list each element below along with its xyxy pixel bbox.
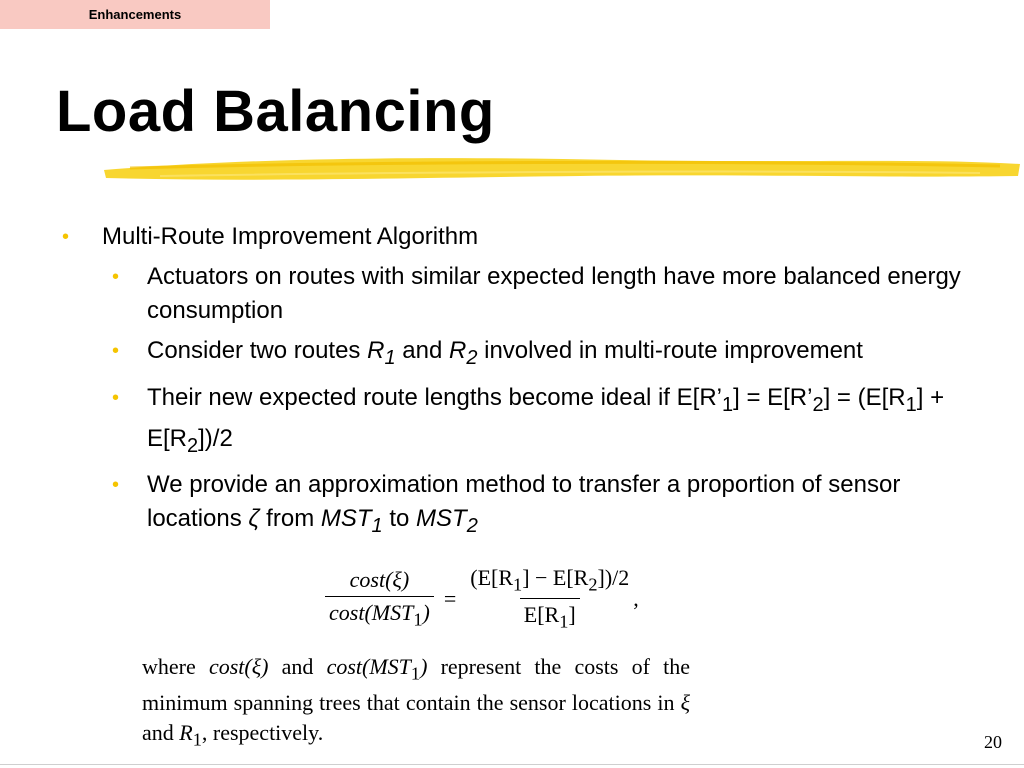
bullet-dot: • — [112, 386, 120, 409]
footer-divider — [0, 764, 1024, 765]
bullet-main — [62, 220, 962, 254]
bullet-dot: • — [112, 340, 120, 362]
section-label: Enhancements — [88, 7, 182, 22]
sub-bullet-1-text: Actuators on routes with similar expected length have more balanced energy consumption — [147, 263, 961, 324]
rhs-fraction: $\frac{(E[R_1] - E[R_2])/2}{E[R_1]}$ — [470, 565, 630, 632]
sub-bullet-4: • We provide an approximation method to transfer a proportion of sensor locations ζ from $MST_1$ to $MST_2$ — [62, 468, 962, 543]
bullet-dot: • — [62, 226, 70, 248]
bullet-main-text: Multi-Route Improvement Algorithm — [102, 223, 479, 250]
equals-sign: = — [443, 585, 457, 611]
lhs-fraction: $\frac{\cos t(\xi)}{\cos t(MST_1)}$ — [325, 567, 434, 630]
section-tab — [0, 0, 270, 29]
equation-note: where cost(ξ) and $\cos t(MST_1)$ represent the costs of the minimum spanning trees that contain the sensor locations in ξ and $R_1$, respectively. — [142, 654, 691, 750]
bullet-list — [62, 220, 962, 543]
title-highlight-stroke — [100, 148, 1024, 188]
bullet-dot: • — [112, 266, 120, 288]
bullet-dot: • — [112, 474, 120, 497]
page-number: 20 — [984, 732, 1002, 752]
sub-bullet-2: • Consider two routes $R_1$ and $R_2$ involved in multi-route improvement — [62, 334, 962, 375]
cost-ratio-equation: $\frac{\cos t(\xi)}{\cos t(MST_1)}$ = $\frac{(E[R_1] - E[R_2])/2}{E[R_1]}$ , — [325, 565, 639, 633]
sub-bullet-1 — [62, 260, 962, 328]
sub-bullet-3: • Their new expected route lengths become ideal if $E[R’_1]$ = $E[R’_2] = (E[R_1] + E[R_2])/2$ — [62, 381, 962, 463]
slide-title: Load Balancing — [56, 79, 495, 144]
